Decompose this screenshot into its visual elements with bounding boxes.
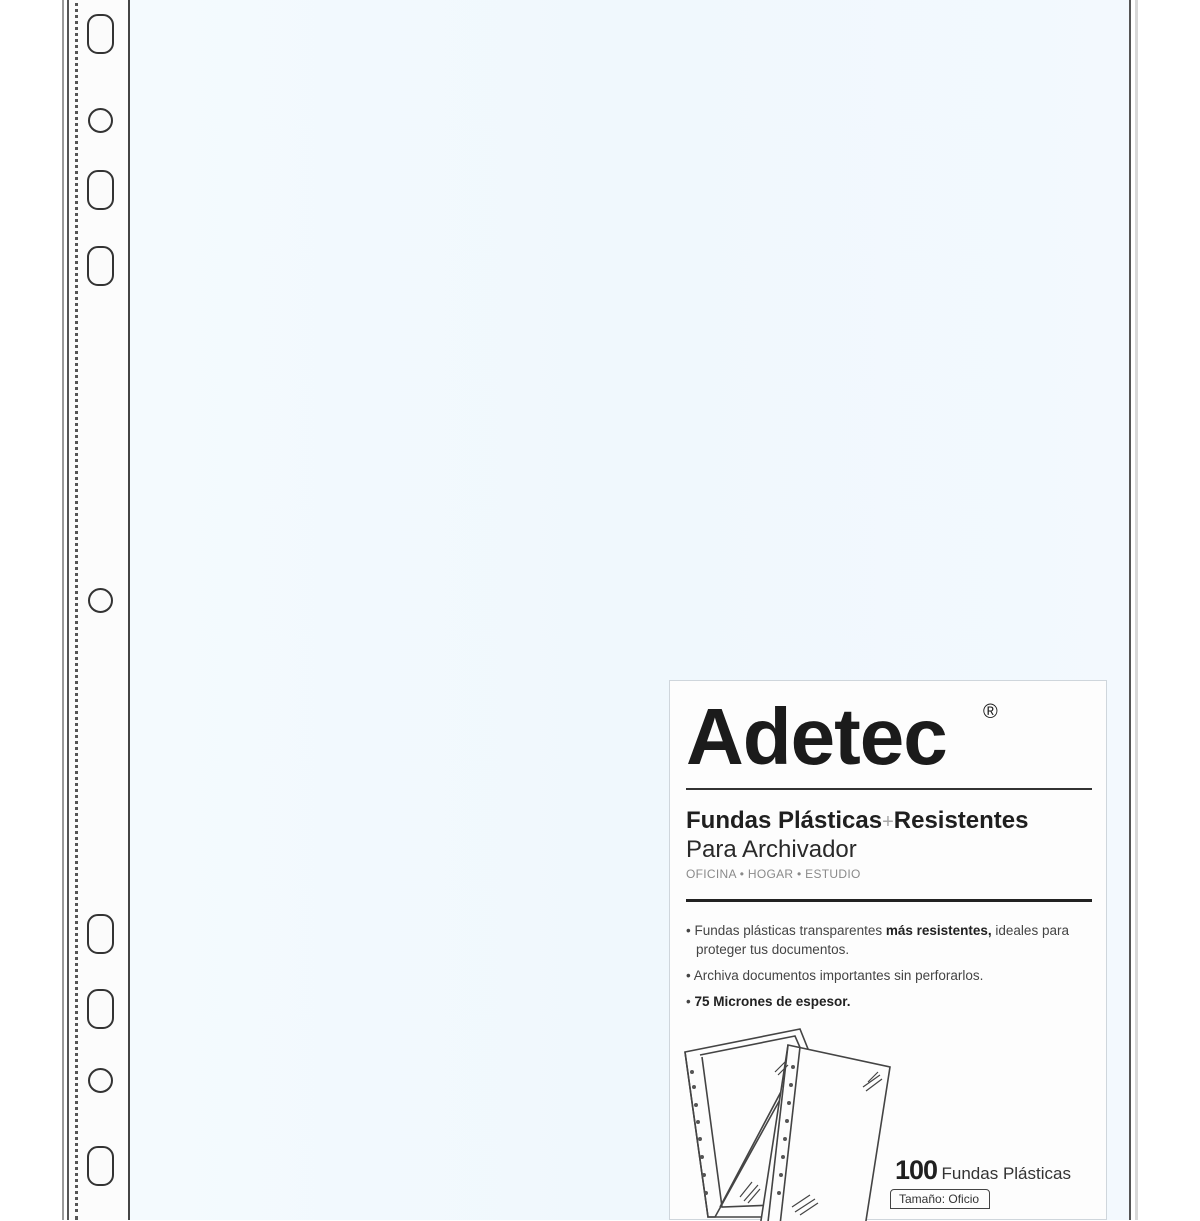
feature-item: • Fundas plásticas transparentes más resistentes, ideales para proteger tus documentos. — [686, 923, 1069, 957]
quantity — [895, 1155, 1071, 1186]
product-subtitle: Para Archivador — [686, 836, 857, 863]
product-label — [669, 680, 1107, 1220]
right-edge — [1135, 0, 1138, 1220]
right-seal-line — [1129, 0, 1131, 1220]
plus-icon: + — [882, 811, 894, 833]
punch-hole-icon — [87, 246, 114, 286]
feature-list — [686, 921, 1096, 1018]
feature-item: • Archiva documentos importantes sin perforarlos. — [686, 968, 984, 983]
quantity-number: 100 — [895, 1155, 938, 1185]
title-right: Resistentes — [893, 807, 1029, 834]
strip-edge-dark — [67, 0, 69, 1220]
title-left: Fundas Plásticas — [686, 807, 883, 834]
size-tag: Tamaño: Oficio — [890, 1189, 990, 1209]
quantity-label: Fundas Plásticas — [941, 1164, 1071, 1183]
punch-hole-icon — [88, 108, 113, 133]
strip-edge — [62, 0, 64, 1220]
punch-hole-icon — [87, 914, 114, 954]
punch-hole-icon — [88, 588, 113, 613]
divider — [686, 788, 1092, 790]
feature-item: • 75 Micrones de espesor. — [686, 994, 851, 1009]
punch-hole-icon — [87, 1146, 114, 1186]
punch-hole-icon — [87, 14, 114, 54]
punch-hole-icon — [87, 989, 114, 1029]
product-title — [686, 807, 1029, 835]
brand-logo: Adetec — [686, 692, 947, 781]
divider-thick — [686, 899, 1092, 902]
tagline: OFICINA • HOGAR • ESTUDIO — [686, 867, 861, 881]
strip-seal-line — [128, 0, 130, 1220]
perforation-line — [75, 0, 78, 1220]
punch-hole-icon — [88, 1068, 113, 1093]
registered-mark: ® — [983, 701, 998, 723]
punch-hole-icon — [87, 170, 114, 210]
sheet-protectors-illustration-icon — [680, 1027, 910, 1221]
